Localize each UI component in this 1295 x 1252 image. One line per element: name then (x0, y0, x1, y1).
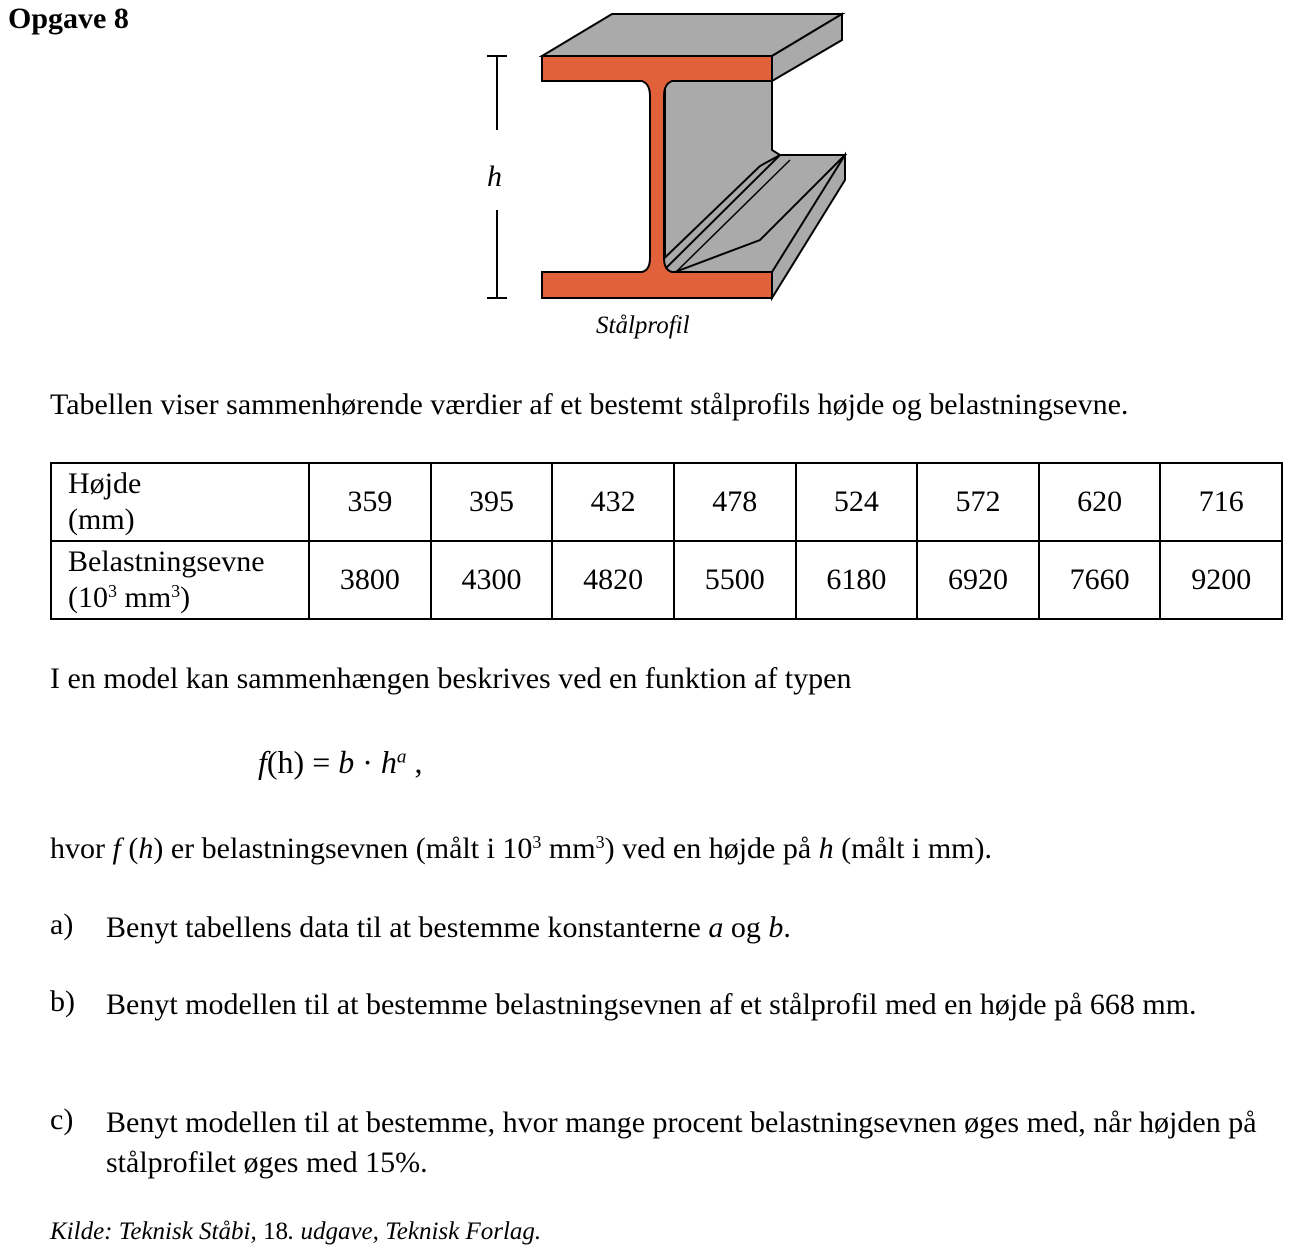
capacity-cell: 5500 (674, 541, 796, 619)
height-cell: 432 (552, 463, 674, 541)
row-header-capacity: Belastningsevne ($10^3$ $mm^3$) (51, 541, 309, 619)
source-citation: Kilde: Teknisk Ståbi, 18. udgave, Teknisk Forlag. (50, 1218, 542, 1245)
table-row-height (51, 463, 1282, 541)
question-text: Benyt modellen til at bestemme belastningsevnen af et stålprofil med en højde på 668 mm. (106, 988, 1197, 1021)
model-formula: $f(h) = b \cdot h^a$ , (258, 744, 423, 780)
capacity-cell: 4820 (552, 541, 674, 619)
capacity-cell: 7660 (1039, 541, 1161, 619)
height-cell: 572 (917, 463, 1039, 541)
data-table (50, 462, 1283, 620)
table-row-capacity (51, 541, 1282, 619)
question-label: c) (50, 1103, 74, 1136)
height-label: h (487, 160, 502, 193)
question-label: b) (50, 985, 75, 1018)
figure-caption: Stålprofil (596, 312, 690, 339)
capacity-cell: 6180 (796, 541, 918, 619)
row-header-height: Højde (mm) (51, 463, 309, 541)
exercise-title: Opgave 8 (8, 2, 129, 35)
formula-description: hvor f (h) er belastningsevnen (målt i $10^3$ $mm^3$) ved en højde på h (målt i mm). (50, 832, 992, 865)
steel-profile-illustration (470, 8, 870, 338)
capacity-cell: 4300 (431, 541, 553, 619)
capacity-cell: 3800 (309, 541, 431, 619)
capacity-cell: 9200 (1160, 541, 1282, 619)
capacity-cell: 6920 (917, 541, 1039, 619)
question-label: a) (50, 908, 74, 941)
height-cell: 359 (309, 463, 431, 541)
model-text: I en model kan sammenhængen beskrives ved en funktion af typen (50, 662, 852, 695)
height-cell: 716 (1160, 463, 1282, 541)
question-text: Benyt tabellens data til at bestemme konstanterne a og b. (106, 911, 791, 944)
height-cell: 524 (796, 463, 918, 541)
question-text: Benyt modellen til at bestemme, hvor mange procent belastningsevnen øges med, når højden på stålprofilet øges med 15%. (106, 1106, 1257, 1179)
intro-text: Tabellen viser sammenhørende værdier af et bestemt stålprofils højde og belastningsevne. (50, 388, 1129, 421)
height-cell: 395 (431, 463, 553, 541)
height-cell: 478 (674, 463, 796, 541)
height-cell: 620 (1039, 463, 1161, 541)
